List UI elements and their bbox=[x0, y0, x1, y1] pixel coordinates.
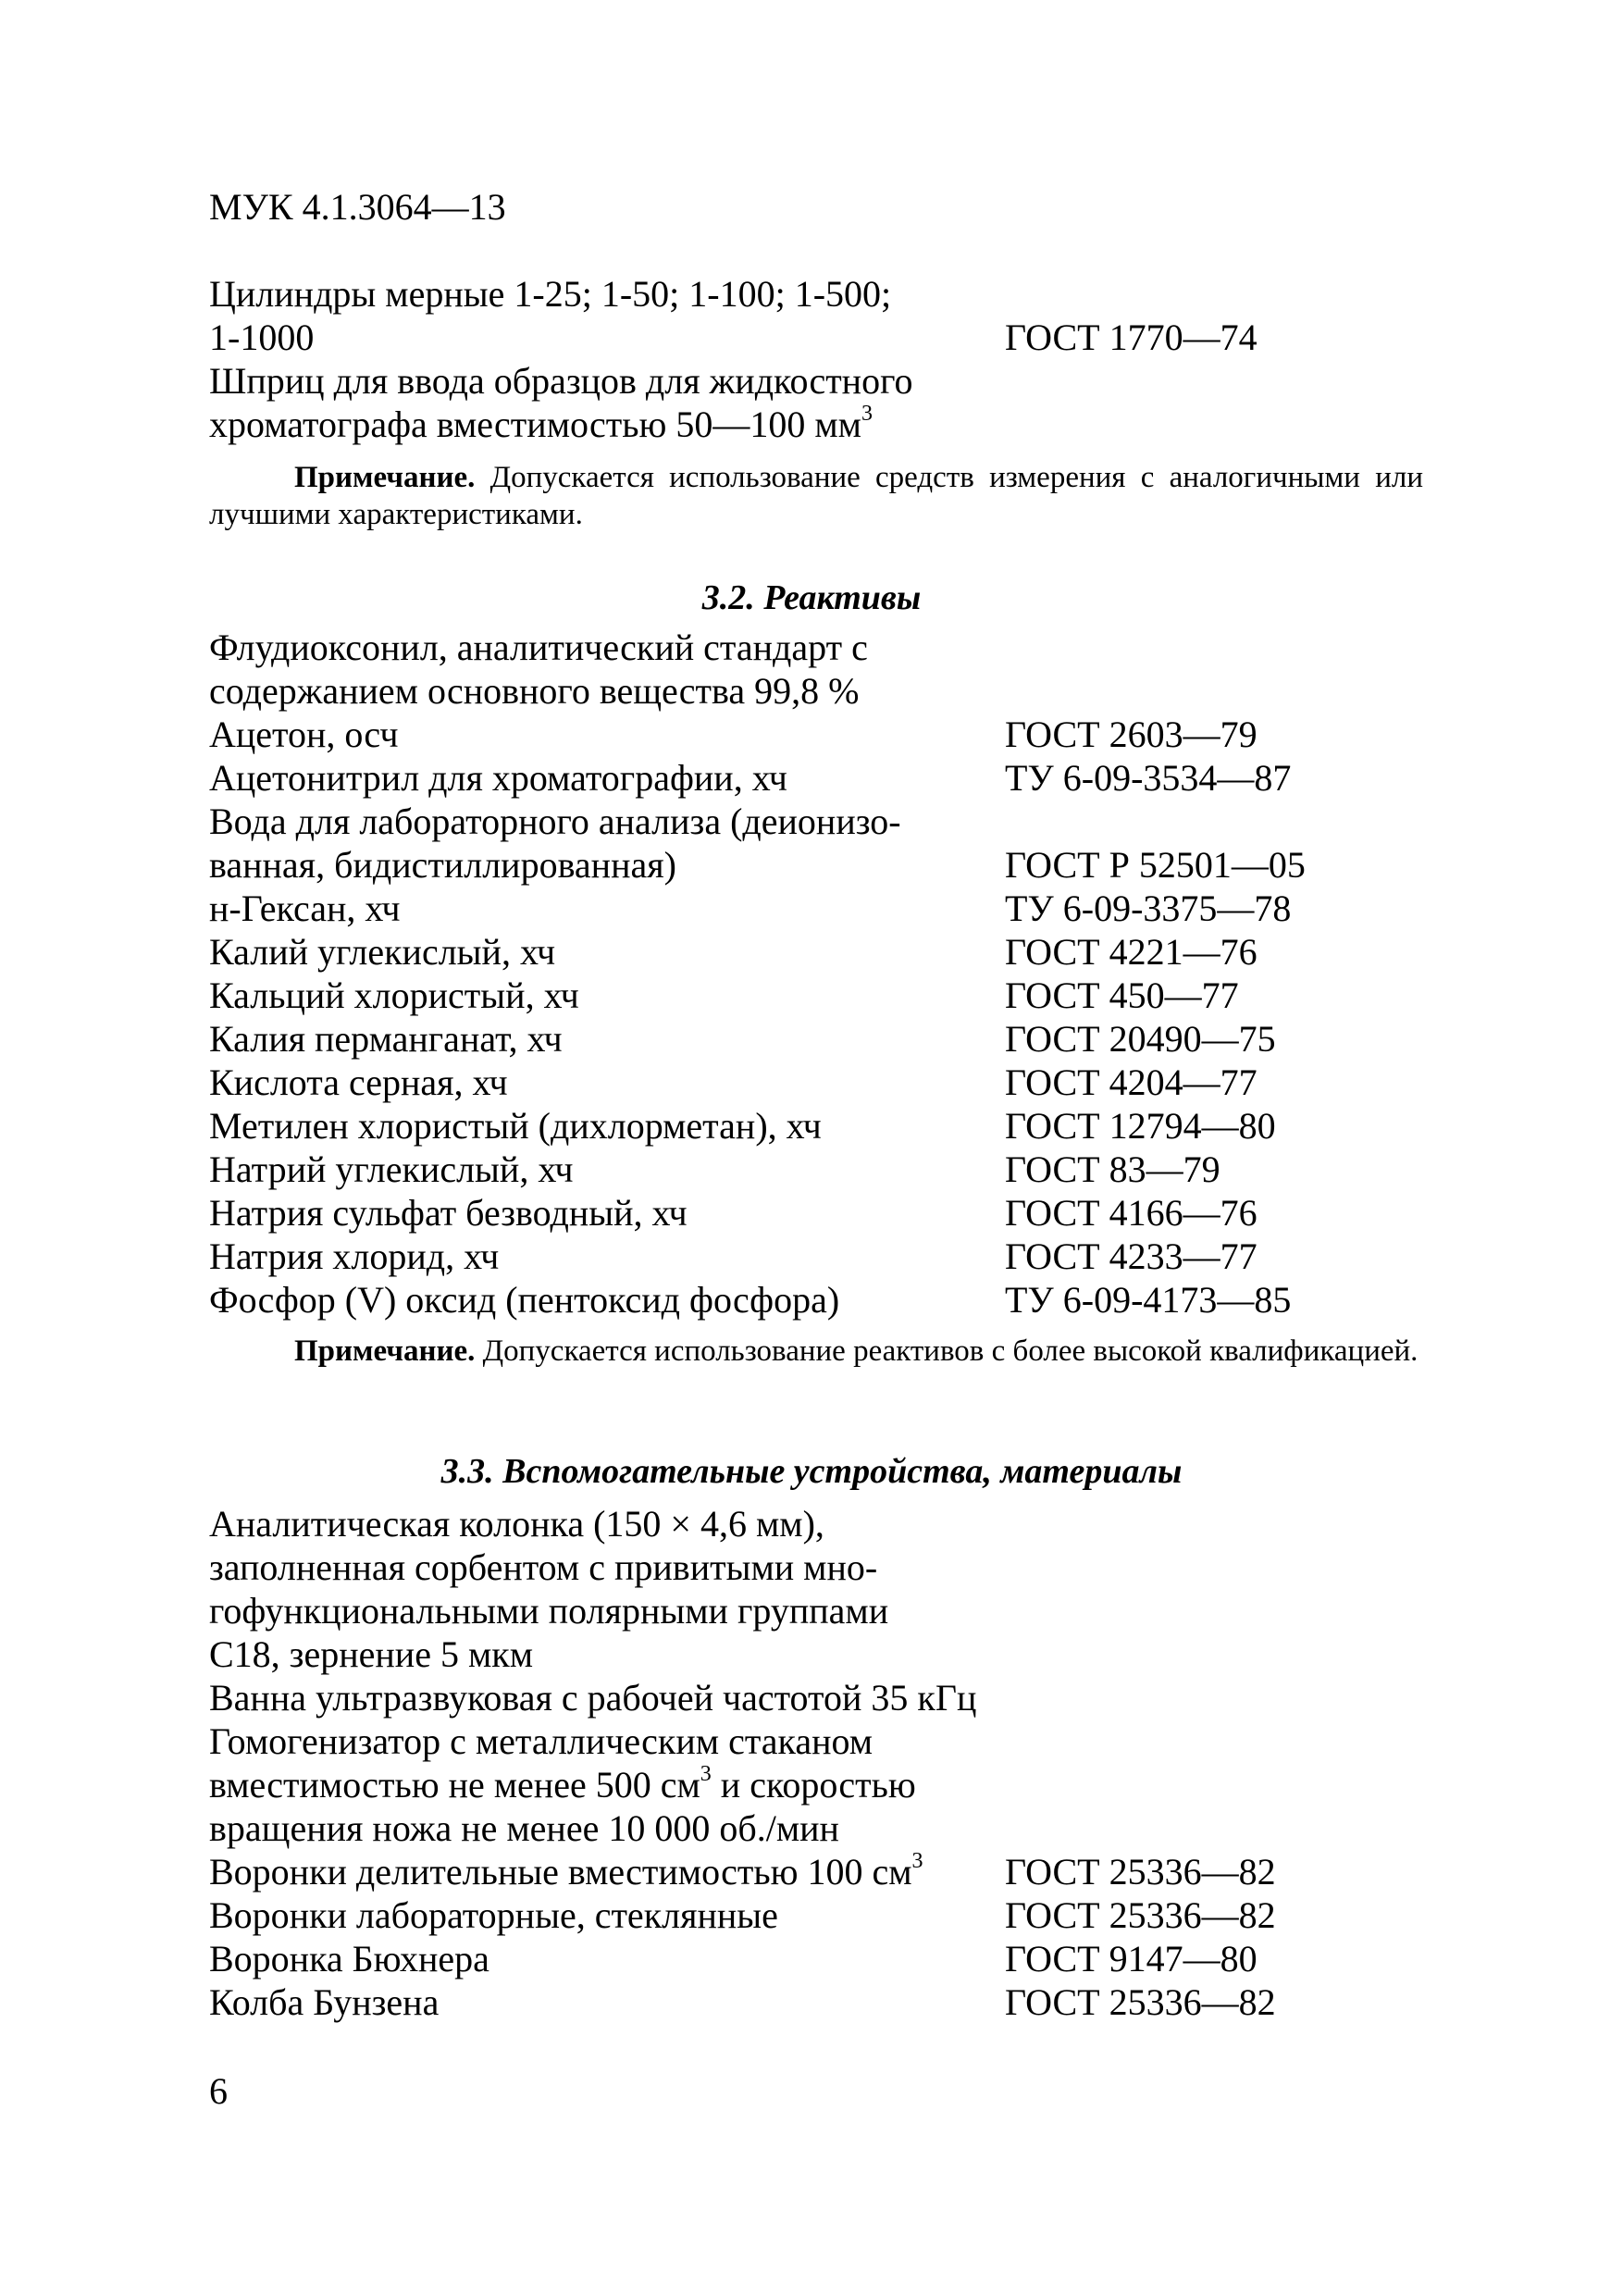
list-row bbox=[209, 1676, 1440, 1719]
row-standard: ГОСТ 4166—76 bbox=[1005, 1192, 1258, 1234]
row-standard: ГОСТ 12794—80 bbox=[1005, 1105, 1276, 1147]
row-label: ванная, бидистиллированная) bbox=[209, 844, 676, 886]
page-number: 6 bbox=[209, 2070, 228, 2112]
note-text: Допускается использование реактивов с более высокой квалификацией. bbox=[475, 1334, 1419, 1368]
row-standard: ГОСТ 25336—82 bbox=[1005, 1894, 1276, 1936]
row-standard: ГОСТ 4204—77 bbox=[1005, 1061, 1258, 1103]
row-label: Кислота серная, хч bbox=[209, 1061, 508, 1103]
row-standard: ГОСТ 450—77 bbox=[1005, 974, 1239, 1016]
note-text: Допускается использование средств измерения с аналогичными или лучшими характеристиками. bbox=[209, 461, 1423, 531]
note-label: Примечание. bbox=[294, 1334, 476, 1368]
list-row bbox=[209, 272, 1440, 316]
row-standard: ГОСТ Р 52501—05 bbox=[1005, 844, 1306, 886]
list-row bbox=[209, 1806, 1440, 1850]
row-label: Натрия сульфат безводный, хч bbox=[209, 1192, 688, 1234]
superscript: 3 bbox=[700, 1761, 712, 1786]
row-label: Ванна ультразвуковая с рабочей частотой 35 кГц bbox=[209, 1677, 977, 1719]
note-reagents bbox=[209, 1333, 1423, 1370]
row-label: хроматографа вместимостью 50—100 мм bbox=[209, 403, 861, 445]
list-row bbox=[209, 1278, 1440, 1322]
row-label: Ацетонитрил для хроматографии, хч bbox=[209, 757, 787, 799]
equipment-list bbox=[209, 272, 1440, 446]
section-heading-reagents: 3.2. Реактивы bbox=[701, 578, 922, 617]
list-row bbox=[209, 930, 1440, 974]
list-row bbox=[209, 1191, 1440, 1235]
list-row bbox=[209, 669, 1440, 713]
row-standard: ГОСТ 9147—80 bbox=[1005, 1938, 1258, 1980]
list-row bbox=[209, 1893, 1440, 1937]
note-measuring bbox=[209, 459, 1423, 533]
row-standard: ГОСТ 83—79 bbox=[1005, 1148, 1220, 1190]
row-label: Гомогенизатор с металлическим стаканом bbox=[209, 1720, 873, 1762]
list-row bbox=[209, 800, 1440, 843]
row-label: Ацетон, осч bbox=[209, 714, 399, 755]
list-row bbox=[209, 1017, 1440, 1061]
list-row bbox=[209, 1589, 1440, 1632]
list-row bbox=[209, 1148, 1440, 1191]
auxiliary-list bbox=[209, 1502, 1440, 2024]
row-label: Воронки лабораторные, стеклянные bbox=[209, 1894, 778, 1936]
row-label: C18, зернение 5 мкм bbox=[209, 1633, 534, 1675]
row-standard: ГОСТ 2603—79 bbox=[1005, 714, 1258, 755]
list-row bbox=[209, 756, 1440, 800]
row-label: Шприц для ввода образцов для жидкостного bbox=[209, 360, 913, 402]
list-row bbox=[209, 843, 1440, 887]
list-row bbox=[209, 1104, 1440, 1148]
row-label: Воронки делительные вместимостью 100 см bbox=[209, 1851, 912, 1893]
list-row bbox=[209, 1719, 1440, 1763]
row-label-cont: и скоростью bbox=[711, 1764, 916, 1806]
list-row bbox=[209, 713, 1440, 756]
list-row bbox=[209, 359, 1440, 403]
row-label: н-Гексан, хч bbox=[209, 887, 401, 929]
row-standard: ГОСТ 1770—74 bbox=[1005, 316, 1258, 358]
row-label: Метилен хлористый (дихлорметан), хч bbox=[209, 1105, 822, 1147]
list-row bbox=[209, 1502, 1440, 1545]
row-standard: ГОСТ 4221—76 bbox=[1005, 931, 1258, 973]
list-row bbox=[209, 1545, 1440, 1589]
row-label: гофункциональными полярными группами bbox=[209, 1590, 889, 1632]
row-label: Вода для лабораторного анализа (деионизо- bbox=[209, 800, 901, 842]
list-row bbox=[209, 887, 1440, 930]
list-row bbox=[209, 974, 1440, 1017]
row-label: 1-1000 bbox=[209, 316, 315, 358]
section-heading-auxiliary: 3.3. Вспомогательные устройства, материалы bbox=[440, 1452, 1183, 1491]
row-label: Калий углекислый, хч bbox=[209, 931, 556, 973]
document-header: МУК 4.1.3064—13 bbox=[209, 186, 506, 228]
row-label-wrap bbox=[209, 403, 873, 446]
row-standard: ТУ 6-09-3534—87 bbox=[1005, 757, 1292, 799]
list-row bbox=[209, 1980, 1440, 2024]
list-row bbox=[209, 1632, 1440, 1676]
superscript: 3 bbox=[911, 1848, 923, 1873]
list-row bbox=[209, 626, 1440, 669]
row-standard: ТУ 6-09-3375—78 bbox=[1005, 887, 1292, 929]
row-label: содержанием основного вещества 99,8 % bbox=[209, 670, 860, 712]
row-label: Колба Бунзена bbox=[209, 1981, 440, 2023]
list-row bbox=[209, 1937, 1440, 1980]
row-label: вместимостью не менее 500 см bbox=[209, 1764, 700, 1806]
reagents-list bbox=[209, 626, 1440, 1322]
list-row bbox=[209, 1061, 1440, 1104]
row-standard: ГОСТ 25336—82 bbox=[1005, 1981, 1276, 2023]
row-label: Натрия хлорид, хч bbox=[209, 1235, 500, 1277]
list-row bbox=[209, 1850, 1440, 1893]
row-label: заполненная сорбентом с привитыми мно- bbox=[209, 1546, 878, 1588]
row-standard: ГОСТ 25336—82 bbox=[1005, 1851, 1276, 1893]
row-label: Цилиндры мерные 1-25; 1-50; 1-100; 1-500; bbox=[209, 273, 892, 315]
list-row bbox=[209, 1763, 1440, 1806]
row-standard: ГОСТ 4233—77 bbox=[1005, 1235, 1258, 1277]
row-label: Аналитическая колонка (150 × 4,6 мм), bbox=[209, 1503, 824, 1545]
row-label: Флудиоксонил, аналитический стандарт с bbox=[209, 627, 868, 668]
superscript: 3 bbox=[861, 401, 873, 426]
row-label: Натрий углекислый, хч bbox=[209, 1148, 574, 1190]
list-row bbox=[209, 316, 1440, 359]
row-standard: ГОСТ 20490—75 bbox=[1005, 1018, 1276, 1060]
row-label: Калия перманганат, хч bbox=[209, 1018, 563, 1060]
list-row bbox=[209, 1235, 1440, 1278]
row-label: Фосфор (V) оксид (пентоксид фосфора) bbox=[209, 1279, 840, 1321]
note-label: Примечание. bbox=[294, 461, 476, 494]
list-row bbox=[209, 403, 1440, 446]
row-label-wrap bbox=[209, 1763, 916, 1806]
row-standard: ТУ 6-09-4173—85 bbox=[1005, 1279, 1292, 1321]
row-label-wrap bbox=[209, 1850, 923, 1893]
row-label: Воронка Бюхнера bbox=[209, 1938, 489, 1980]
row-label: вращения ножа не менее 10 000 об./мин bbox=[209, 1807, 839, 1849]
row-label: Кальций хлористый, хч bbox=[209, 974, 579, 1016]
